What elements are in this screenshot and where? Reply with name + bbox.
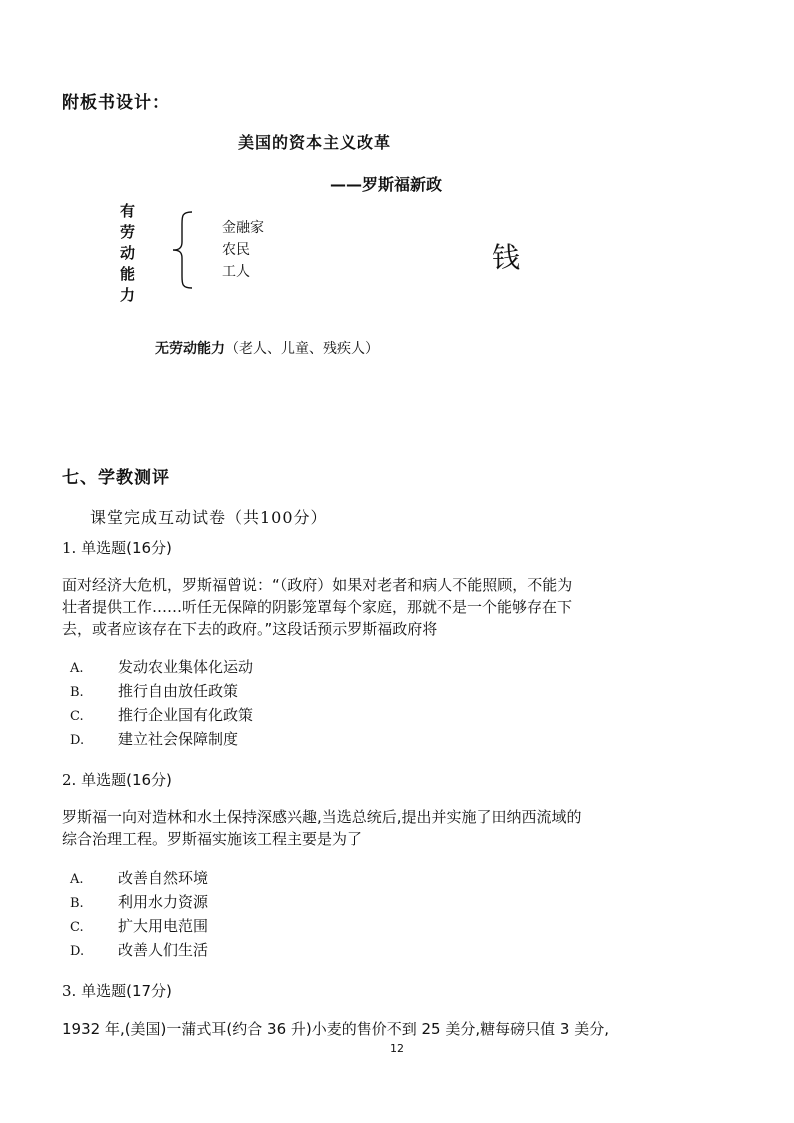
able-char: 动: [120, 244, 136, 262]
unable-note: （老人、儿童、残疾人）: [225, 341, 379, 357]
option-list: [70, 656, 253, 752]
board-heading: 附板书设计：: [62, 93, 170, 113]
group-item: 农民: [222, 242, 250, 258]
question-type: 单选题(16分): [81, 539, 172, 557]
question-header: [62, 980, 172, 1001]
option-b: B. 利用水力资源: [70, 893, 209, 911]
question-type: 单选题(17分): [81, 982, 172, 1000]
able-char: 能: [120, 265, 136, 283]
able-char: 力: [120, 286, 136, 304]
stem-line: 罗斯福一向对造林和水土保持深感兴趣,当选总统后,提出并实施了田纳西流域的: [62, 808, 582, 826]
group-item: 金融家: [222, 220, 264, 236]
option-c: C. 推行企业国有化政策: [70, 706, 254, 724]
option-c: C. 扩大用电范围: [70, 917, 209, 935]
question-stem: [62, 574, 572, 640]
unable-line: [155, 338, 379, 358]
able-char: 劳: [120, 223, 136, 241]
option-d: D. 建立社会保障制度: [70, 730, 239, 748]
stem-line: 综合治理工程。罗斯福实施该工程主要是为了: [62, 830, 363, 848]
option-a: A. 改善自然环境: [70, 869, 209, 887]
option-a: A. 发动农业集体化运动: [70, 658, 254, 676]
question-number: 3.: [62, 982, 77, 1000]
question-header: [62, 769, 172, 790]
question-stem: [62, 806, 582, 850]
section-heading: 七、学教测评: [62, 468, 170, 488]
money-char: 钱: [492, 241, 521, 274]
stem-line: 壮者提供工作……听任无保障的阴影笼罩每个家庭，那就不是一个能够存在下: [62, 598, 573, 616]
question-header: [62, 537, 172, 558]
unable-label: 无劳动能力: [155, 341, 225, 357]
stem-line: 面对经济大危机，罗斯福曾说：“（政府）如果对老者和病人不能照顾，不能为: [62, 576, 573, 594]
stem-line: 1932 年,(美国)一蒲式耳(约合 36 升)小麦的售价不到 25 美分,糖每磅只值 3 美分,: [62, 1020, 609, 1038]
option-d: D. 改善人们生活: [70, 941, 209, 959]
able-char: 有: [120, 202, 136, 220]
stem-line: 去，或者应该存在下去的政府。”这段话预示罗斯福政府将: [62, 620, 438, 638]
board-subtitle: ——罗斯福新政: [330, 175, 443, 194]
option-b: B. 推行自由放任政策: [70, 682, 239, 700]
question-number: 1.: [62, 539, 77, 557]
board-title: 美国的资本主义改革: [238, 133, 392, 152]
quiz-title: 课堂完成互动试卷（共100分）: [90, 508, 328, 527]
option-list: [70, 867, 208, 963]
able-label-vertical: [120, 201, 135, 306]
group-item: 工人: [222, 264, 250, 280]
question-type: 单选题(16分): [81, 771, 172, 789]
question-stem: [62, 1018, 609, 1040]
curly-brace: [170, 210, 194, 290]
page-number: 12: [390, 1042, 404, 1055]
question-number: 2.: [62, 771, 77, 789]
